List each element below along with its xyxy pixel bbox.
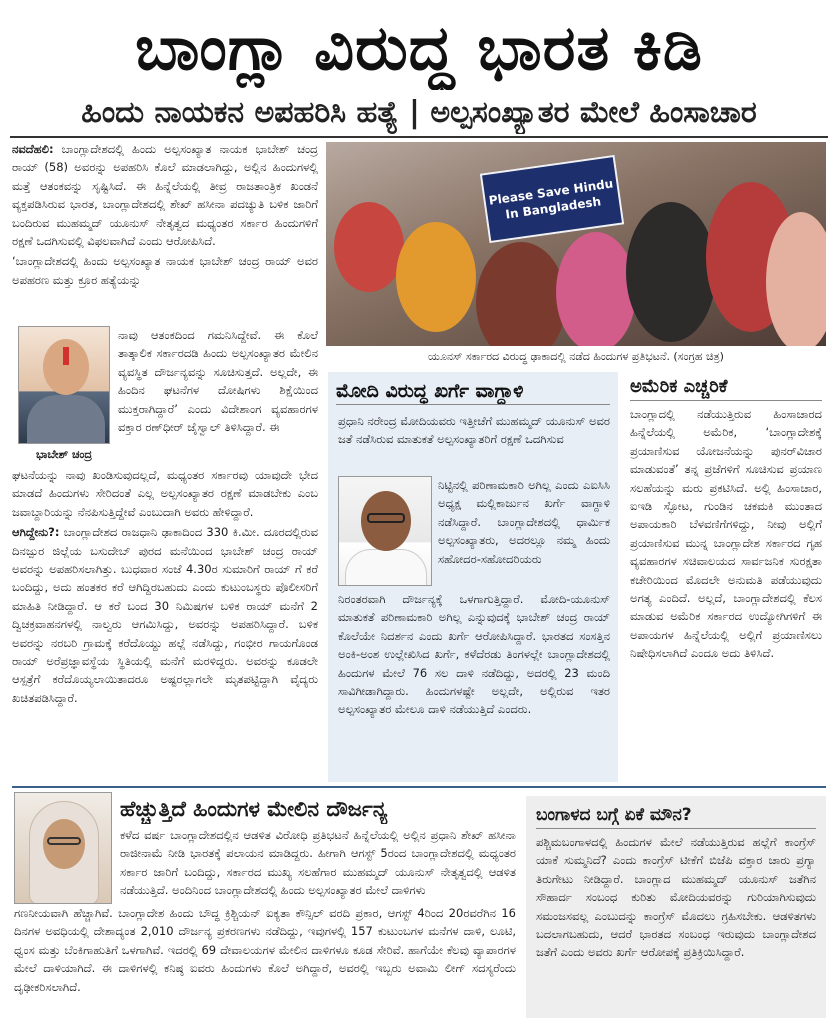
crowd-figure	[476, 242, 566, 346]
section-divider	[12, 786, 826, 788]
crowd-figure	[556, 232, 636, 346]
main-article-body	[12, 466, 318, 784]
usa-warning-column	[626, 372, 826, 782]
usa-warning-title: ಅಮೆರಿಕ ಎಚ್ಚರಿಕೆ	[630, 374, 822, 401]
main-article-subhead: ಆಗಿದ್ದೇನು?:	[12, 525, 60, 540]
protest-photo	[326, 142, 826, 346]
hasina-photo-glasses	[47, 837, 81, 845]
kharge-photo	[338, 476, 432, 586]
usa-warning-text: ಬಾಂಗ್ಲಾದಲ್ಲಿ ನಡೆಯುತ್ತಿರುವ ಹಿಂಸಾಚಾರದ ಹಿನ್ನೆಲೆಯಲ್ಲಿ ಅಮೆರಿಕ, ‘ಬಾಂಗ್ಲಾದೇಶಕ್ಕೆ ಪ್ರಯಾಣಿಸುವ ಯೋಜನೆಯನ್ನು ಪುನರ್‌ವಿಚಾರ ಮಾಡುವಂತೆ’ ತನ್ನ ಪ್ರಜೆಗಳಿಗೆ ಸೂಚಿಸುವ ಪ್ರಯಾಣ ಸಲಹೆಯನ್ನು ಮರು ಪ್ರಕಟಿಸಿದೆ. ಅಲ್ಲಿ ಹಿಂಸಾಚಾರ, ಐಇಡಿ ಸ್ಫೋಟ, ಗುಂಡಿನ ಚಕಮಕಿ ಮುಂತಾದ ಅಪಾಯಕಾರಿ ಬೆಳವಣಿಗೆಗಳಿದ್ದು, ನೀವು ಅಲ್ಲಿಗೆ ಪ್ರಯಾಣಿಸುವ ಮುನ್ನ ಬಾಂಗ್ಲಾದೇಶ ಸರ್ಕಾರದ ಗೃಹ ವ್ಯವಹಾರಗಳ ಸಚಿವಾಲಯದ ಸಾರ್ವಜನಿಕ ಸುರಕ್ಷತಾ ಕಚೇರಿಯಿಂದ ಮೊದಲೇ ಅನುಮತಿ ಪಡೆಯುವುದು ಅಗತ್ಯ ಎಂದಿದೆ. ಅಲ್ಲದೆ, ಬಾಂಗ್ಲಾದೇಶದಲ್ಲಿ ಕೆಲಸ ಮಾಡುವ ಅಮೆರಿಕ ಸರ್ಕಾರದ ಉದ್ಯೋಗಿಗಳಿಗೆ ಈ ಅಪಾಯಗಳ ಹಿನ್ನೆಲೆಯಲ್ಲಿ ಅಲ್ಲಿಗೆ ಪ್ರಯಾಣಿಸಲು ನಿಷೇಧಿಸಲಾಗಿದೆ ಎಂದೂ ಅದು ತಿಳಿಸಿದೆ.	[630, 407, 822, 661]
kharge-box-title: ಮೋದಿ ವಿರುದ್ಧ ಖರ್ಗೆ ವಾಗ್ದಾಳಿ	[336, 378, 610, 405]
main-article-quote-wrap-text: ನಾವು ಆತಂಕದಿಂದ ಗಮನಿಸಿದ್ದೇವೆ. ಈ ಕೊಲೆ ತಾತ್ಕಾಲಿಕ ಸರ್ಕಾರದಡಿ ಹಿಂದು ಅಲ್ಪಸಂಖ್ಯಾತರ ಮೇಲಿನ ವ್ಯವಸ್ಥಿತ ದೌರ್ಜನ್ಯವನ್ನು ಸೂಚಿಸುತ್ತದೆ. ಅಲ್ಲದೇ, ಈ ಹಿಂದಿನ ಘಟನೆಗಳ ದೋಷಿಗಳು ಶಿಕ್ಷೆಯಿಂದ ಮುಕ್ತರಾಗಿದ್ದಾರೆ’ ಎಂದು ವಿದೇಶಾಂಗ ವ್ಯವಹಾರಗಳ ವಕ್ತಾರ ರಣ್‌ಧೀರ್ ಜೈಸ್ವಾಲ್ ತಿಳಿಸಿದ್ದಾರೆ. ಈ	[118, 328, 318, 435]
main-article-para2: ಘಟನೆಯನ್ನು ನಾವು ಖಂಡಿಸುವುದಲ್ಲದೆ, ಮಧ್ಯಂತರ ಸರ್ಕಾರವು ಯಾವುದೇ ಭೇದ ಮಾಡದೆ ಹಿಂದುಗಳು ಸೇರಿದಂತೆ ಎಲ್ಲ ಅಲ್ಪಸಂಖ್ಯಾತರ ರಕ್ಷಣೆ ಮಾಡಬೇಕು ಎಂಬ ಜವಾಬ್ದಾರಿಯನ್ನು ನೆನಪಿಸುತ್ತಿದ್ದೇವೆ ಎಂಬುದಾಗಿ ಅವರು ಹೇಳಿದ್ದಾರೆ.	[12, 468, 318, 519]
protest-photo-caption: ಯೂನಸ್ ಸರ್ಕಾರದ ವಿರುದ್ಧ ಢಾಕಾದಲ್ಲಿ ನಡೆದ ಹಿಂದುಗಳ ಪ್ರತಿಭಟನೆ. (ಸಂಗ್ರಹ ಚಿತ್ರ)	[428, 350, 724, 363]
hasina-section-title: ಹೆಚ್ಚುತ್ತಿದೆ ಹಿಂದುಗಳ ಮೇಲಿನ ದೌರ್ಜನ್ಯ	[120, 797, 388, 821]
crowd-figure	[334, 202, 404, 292]
crowd-figure	[626, 202, 716, 342]
crowd-figure	[766, 212, 826, 346]
subheadline: ಹಿಂದು ನಾಯಕನ ಅಪಹರಿಸಿ ಹತ್ಯೆ | ಅಲ್ಪಸಂಖ್ಯಾತರ ಮೇಲೆ ಹಿಂಸಾಚಾರ	[81, 95, 757, 130]
main-article-quote-start: ‘ಬಾಂಗ್ಲಾದೇಶದಲ್ಲಿ ಹಿಂದು ಅಲ್ಪಸಂಖ್ಯಾತ ನಾಯಕ ಭಾಬೇಶ್ ಚಂದ್ರ ರಾಯ್ ಅವರ ಅಪಹರಣ ಮತ್ತು ಕ್ರೂರ ಹತ್ಯೆಯನ್ನು	[12, 254, 318, 287]
kharge-box-text-wrap: ನಿಟ್ಟಿನಲ್ಲಿ ಪರಿಣಾಮಕಾರಿ ಅಗಿಲ್ಲ ಎಂದು ಎಐಸಿಸಿ ಅಧ್ಯಕ್ಷ ಮಲ್ಲಿಕಾರ್ಜುನ ಖರ್ಗೆ ವಾಗ್ದಾಳಿ ನಡೆಸಿದ್ದಾರೆ. ಬಾಂಗ್ಲಾದೇಶದಲ್ಲಿ ಧಾರ್ಮಿಕ ಅಲ್ಪಸಂಖ್ಯಾತರು, ಅದರಲ್ಲೂ ನಮ್ಮ ಹಿಂದು ಸಹೋದರ-ಸಹೋದರಿಯರು	[438, 478, 610, 566]
kharge-photo-glasses	[367, 513, 405, 523]
kharge-box-text-top: ಪ್ರಧಾನಿ ನರೇಂದ್ರ ಮೋದಿಯವರು ಇತ್ತೀಚೆಗೆ ಮುಹಮ್ಮದ್ ಯೂನುಸ್ ಅವರ ಜತೆ ನಡೆಸಿರುವ ಮಾತುಕತೆ ಅಲ್ಪಸಂಖ್ಯಾತರಿಗೆ ರಕ್ಷಣೆ ಒದಗಿಸುವ	[338, 414, 610, 447]
bengal-box	[526, 796, 826, 1018]
bhabesh-photo-tilak	[63, 347, 69, 365]
dateline: ನವದೆಹಲಿ:	[12, 142, 54, 156]
protest-placard: Please Save Hindu In Bangladesh	[480, 155, 624, 243]
headline: ಬಾಂಗ್ಲಾ ವಿರುದ್ಧ ಭಾರತ ಕಿಡಿ	[135, 11, 703, 84]
bengal-box-text: ಪಶ್ಚಿಮಬಂಗಾಳದಲ್ಲಿ ಹಿಂದುಗಳ ಮೇಲೆ ನಡೆಯುತ್ತಿರುವ ಹಲ್ಲೆಗೆ ಕಾಂಗ್ರೆಸ್ ಯಾಕೆ ಸುಮ್ಮನಿದೆ? ಎಂದು ಕಾಂಗ್ರೆಸ್ ಟೀಕೆಗೆ ಬಿಜೆಪಿ ವಕ್ತಾರ ಚಾರು ಪ್ರಗ್ಯಾ ತಿರುಗೇಟು ನೀಡಿದ್ದಾರೆ. ಬಾಂಗ್ಲಾದ ಮುಹಮ್ಮದ್ ಯೂನುಸ್ ಜತೆಗಿನ ಸೌಹಾರ್ದ ಸಂಬಂಧ ಕುರಿತು ಮೋದಿಯವರನ್ನು ಗುರಿಯಾಗಿಸುವುದು ಸಮಂಜಸವಲ್ಲ ಎಂಬುದನ್ನು ಕಾಂಗ್ರೆಸ್ ಮೊದಲು ಗ್ರಹಿಸಬೇಕು. ಆಡಳಿತಗಳು ಬದಲಾಗಬಹುದು, ಆದರೆ ಭಾರತದ ಸಂಬಂಧ ಇರುವುದು ಬಾಂಗ್ಲಾದೇಶದ ಜತೆಗೆ ಎಂದು ಅವರು ಖರ್ಗೆ ಆರೋಪಕ್ಕೆ ಪ್ರತಿಕ್ರಿಯಿಸಿದ್ದಾರೆ.	[536, 835, 816, 960]
bhabesh-photo-shirt	[27, 395, 105, 444]
kharge-photo-coat	[345, 549, 427, 586]
main-article-intro	[12, 140, 318, 330]
crowd-figure	[396, 222, 476, 332]
bhabesh-photo-caption: ಭಾಬೇಶ್ ಚಂದ್ರ	[36, 448, 92, 461]
bhabesh-photo	[18, 326, 110, 444]
kharge-box-content	[328, 372, 618, 782]
main-article-para1: ಬಾಂಗ್ಲಾದೇಶದಲ್ಲಿ ಹಿಂದು ಅಲ್ಪಸಂಖ್ಯಾತ ನಾಯಕ ಭಾಬೇಶ್ ಚಂದ್ರ ರಾಯ್ (58) ಅವರನ್ನು ಅಪಹರಿಸಿ ಕೊಲೆ ಮಾಡಲಾಗಿದ್ದು, ಅಲ್ಲಿನ ಹಿಂದುಗಳಲ್ಲಿ ಮತ್ತೆ ಆತಂಕವನ್ನು ಸೃಷ್ಟಿಸಿದೆ. ಈ ಹಿನ್ನೆಲೆಯಲ್ಲಿ ತೀವ್ರ ರಾಜತಾಂತ್ರಿಕ ಖಂಡನೆ ವ್ಯಕ್ತಪಡಿಸಿರುವ ಭಾರತ, ಬಾಂಗ್ಲಾದೇಶದಲ್ಲಿ ಶೇಖ್ ಹಸೀನಾ ಪದಚ್ಯುತಿ ಬಳಿಕ ಜಾರಿಗೆ ಬಂದಿರುವ ಮುಹಮ್ಮದ್ ಯೂನುಸ್ ನೇತೃತ್ವದ ಮಧ್ಯಂತರ ಸರ್ಕಾರ ಹಿಂದುಗಳಿಗೆ ರಕ್ಷಣೆ ಒದಗಿಸುವಲ್ಲಿ ವಿಫಲವಾಗಿದೆ ಎಂದು ಆರೋಪಿಸಿದೆ.	[12, 142, 318, 249]
kharge-box-text-bottom: ನಿರಂತರವಾಗಿ ದೌರ್ಜನ್ಯಕ್ಕೆ ಒಳಗಾಗುತ್ತಿದ್ದಾರೆ. ಮೋದಿ-ಯೂನುಸ್ ಮಾತುಕತೆ ಪರಿಣಾಮಕಾರಿ ಅಗಿಲ್ಲ ಎನ್ನುವುದಕ್ಕೆ ಭಾಬೇಶ್ ಚಂದ್ರ ರಾಯ್ ಕೊಲೆಯೇ ನಿದರ್ಶನ ಎಂದು ಖರ್ಗೆ ಆರೋಪಿಸಿದ್ದಾರೆ. ಭಾರತದ ಸಂಸತ್ತಿನ ಅಂಕಿ-ಅಂಶ ಉಲ್ಲೇಖಿಸಿದ ಖರ್ಗೆ, ಕಳೆದೆರಡು ತಿಂಗಳಲ್ಲೇ ಬಾಂಗ್ಲಾದೇಶದಲ್ಲಿ ಹಿಂದುಗಳ ಮೇಲೆ 76 ಸಲ ದಾಳಿ ನಡೆದಿದ್ದು, ಅದರಲ್ಲಿ 23 ಮಂದಿ ಸಾವಿಗೀಡಾಗಿದ್ದಾರು. ಹಿಂದುಗಳಷ್ಟೇ ಅಲ್ಲದೇ, ಅಲ್ಲಿರುವ ಇತರ ಅಲ್ಪಸಂಖ್ಯಾತರ ಮೇಲೂ ದಾಳಿ ನಡೆಯುತ್ತಿದೆ ಎಂದರು.	[338, 592, 610, 717]
hasina-photo	[14, 792, 112, 904]
main-article-quote-wrap	[118, 326, 318, 466]
hasina-section-text-bottom: ಗಣನೀಯವಾಗಿ ಹೆಚ್ಚಾಗಿವೆ. ಬಾಂಗ್ಲಾದೇಶ ಹಿಂದು ಬೌದ್ಧ ಕ್ರಿಶ್ಚಿಯನ್ ಐಕ್ಯತಾ ಕೌನ್ಸಿಲ್ ವರದಿ ಪ್ರಕಾರ, ಆಗಸ್ಟ್ 4ರಿಂದ 20ರವರೆಗಿನ 16 ದಿನಗಳ ಅವಧಿಯಲ್ಲಿ ದೇಶಾದ್ಯಂತ 2,010 ದೌರ್ಜನ್ಯ ಪ್ರಕರಣಗಳು ನಡೆದಿದ್ದು, ಇವುಗಳಲ್ಲಿ 157 ಕುಟುಂಬಗಳ ಮನೆಗಳ ದಾಳಿ, ಲೂಟಿ, ಧ್ವಂಸ ಮತ್ತು ಬೆಂಕಿಗಾಹುತಿಗೆ ಒಳಗಾಗಿವೆ. ಇದರಲ್ಲಿ 69 ದೇವಾಲಯಗಳ ಮೇಲಿನ ದಾಳಿಗಳೂ ಕೂಡ ಸೇರಿವೆ. ಹಾಗೆಯೇ ಕೆಲವು ವ್ಯಾಪಾರಗಳ ಮೇಲೆ ದಾಳಿಯಾಗಿದೆ. ಈ ದಾಳಿಗಳಲ್ಲಿ ಕನಿಷ್ಠ ಐವರು ಹಿಂದುಗಳು ಕೊಲೆ ಅಗಿದ್ದಾರೆ, ಅವರಲ್ಲಿ ಇಬ್ಬರು ಅವಾಮಿ ಲೀಗ್ ಸದಸ್ಯರೆಂದು ದೃಢೀಕರಿಸಲಾಗಿದೆ.	[14, 906, 516, 994]
bengal-box-title: ಬಂಗಾಳದ ಬಗ್ಗೆ ಏಕೆ ಮೌನ?	[536, 802, 816, 829]
top-divider	[10, 136, 828, 138]
main-article-para3: ಬಾಂಗ್ಲಾದೇಶದ ರಾಜಧಾನಿ ಢಾಕಾದಿಂದ 330 ಕಿ.ಮೀ. ದೂರದಲ್ಲಿರುವ ದಿನಜ್ಪುರ ಜಿಲ್ಲೆಯ ಬಸುದೇಬ್ ಪುರದ ಮನೆಯಿಂದ ಭಾಬೇಶ್ ಚಂದ್ರ ರಾಯ್ ಅವರನ್ನು ಅಪಹರಿಸಲಾಗಿತ್ತು. ಬುಧವಾರ ಸಂಜೆ 4.30ರ ಸುಮಾರಿಗೆ ರಾಯ್ ಗೆ ಕರೆ ಬಂದಿದ್ದು, ಅದು ಹಂತಕರ ಕರೆ ಆಗಿದ್ದಿರಬಹುದು ಎಂದು ಕುಟುಂಬಸ್ಥರು ಪೊಲೀಸರಿಗೆ ಮಾಹಿತಿ ನೀಡಿದ್ದಾರೆ. ಆ ಕರೆ ಬಂದ 30 ನಿಮಿಷಗಳ ಬಳಿಕ ರಾಯ್ ಮನೆಗೆ 2 ದ್ವಿಚಕ್ರವಾಹನಗಳಲ್ಲಿ ನಾಲ್ವರು ಆಗಮಿಸಿದ್ದು, ಅವರನ್ನು ಅಪಹರಿಸಿದ್ದಾರೆ. ಬಳಿಕ ಅವರನ್ನು ನರಬರಿ ಗ್ರಾಮಕ್ಕೆ ಕರೆದೊಯ್ದು ಹಲ್ಲೆ ನಡೆಸಿದ್ದು, ಗಂಭೀರ ಗಾಯಗೊಂಡ ರಾಯ್ ಅರೆಪ್ರಜ್ಞಾವಸ್ಥೆಯ ಸ್ಥಿತಿಯಲ್ಲಿ ಮನೆಗೆ ಮರಳಿದ್ದರು. ಅವರನ್ನು ಕೂಡಲೇ ಆಸ್ಪತ್ರೆಗೆ ಕರೆದೊಯ್ಯಲಾಯಿತಾದರೂ ಅಷ್ಟರಲ್ಲಾಗಲೇ ಮೃತಪಟ್ಟಿದ್ದಾಗಿ ವೈದ್ಯರು ಖಚಿತಪಡಿಸಿದ್ದಾರೆ.	[12, 525, 318, 705]
hasina-section-text-wrap: ಕಳೆದ ವರ್ಷ ಬಾಂಗ್ಲಾದೇಶದಲ್ಲಿನ ಆಡಳಿತ ವಿರೋಧಿ ಪ್ರತಿಭಟನೆ ಹಿನ್ನೆಲೆಯಲ್ಲಿ ಅಲ್ಲಿನ ಪ್ರಧಾನಿ ಶೇಖ್ ಹಸೀನಾ ರಾಜೀನಾಮೆ ನೀಡಿ ಭಾರತಕ್ಕೆ ಪಲಾಯನ ಮಾಡಿದ್ದರು. ಹೀಗಾಗಿ ಆಗಸ್ಟ್ 5ರಂದ ಬಾಂಗ್ಲಾದೇಶದಲ್ಲಿ ಮಧ್ಯಂತರ ಸರ್ಕಾರ ಜಾರಿಗೆ ಬಂದಿದ್ದು, ಸರ್ಕಾರದ ಮುಖ್ಯ ಸಲಹೆಗಾರ ಮುಹಮ್ಮದ್ ಯೂನುಸ್ ನೇತೃತ್ವದಲ್ಲಿ ಆಡಳಿತ ನಡೆಯುತ್ತಿದೆ. ಅಂದಿನಿಂದ ಬಾಂಗ್ಲಾದೇಶದಲ್ಲಿ ಹಿಂದು ಅಲ್ಪಸಂಖ್ಯಾತರ ಮೇಲೆ ದಾಳಿಗಳು	[120, 828, 516, 898]
